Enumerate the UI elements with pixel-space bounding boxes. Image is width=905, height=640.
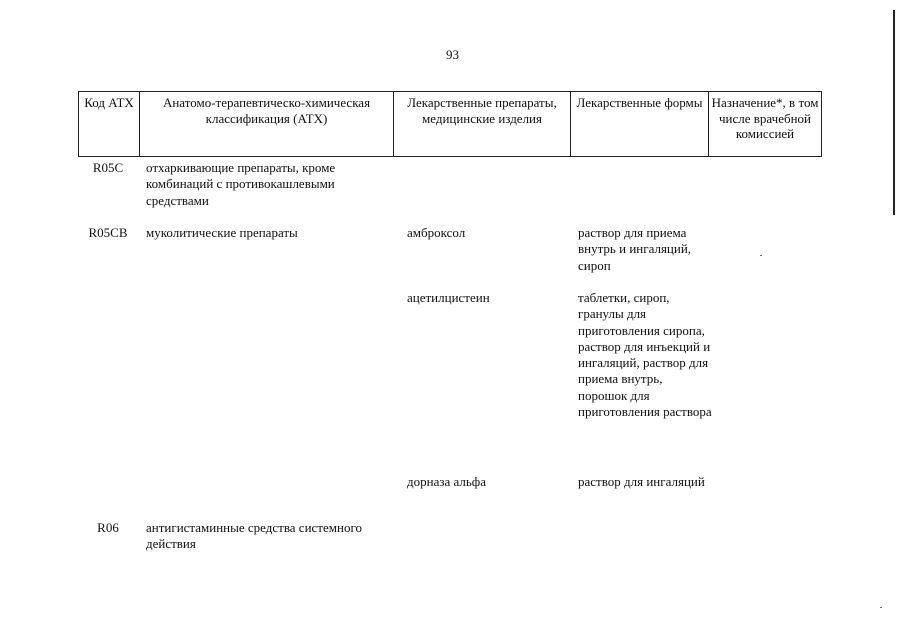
row-drug: ацетилцистеин xyxy=(407,290,490,305)
header-drugs: Лекарственные препараты, медицинские изделия xyxy=(394,92,571,157)
header-atx-classification: Анатомо-терапевтическо-химическая классификация (АТХ) xyxy=(140,92,394,157)
table-row xyxy=(0,225,905,275)
table-row xyxy=(0,520,905,555)
header-code: Код АТХ xyxy=(79,92,140,157)
row-code: R06 xyxy=(97,520,119,535)
row-atx: антигистаминные средства системного действия xyxy=(146,520,362,552)
header-purpose: Назначение*, в том числе врачебной комиссией xyxy=(709,92,822,157)
table-row xyxy=(0,290,905,460)
table-row xyxy=(0,474,905,509)
row-atx: отхаркивающие препараты, кроме комбинаций с противокашлевыми средствами xyxy=(146,160,336,208)
page-number: 93 xyxy=(446,47,459,62)
table-row xyxy=(0,160,905,210)
scan-speck xyxy=(760,255,762,256)
row-dosage-form: таблетки, сироп, гранулы для приготовления сиропа, раствор для инъекций и ингаляций, раствор для приема внутрь, порошок для приготовления раствора xyxy=(578,290,712,420)
header-dosage-forms: Лекарственные формы xyxy=(571,92,709,157)
row-drug: амброксол xyxy=(407,225,466,240)
row-code: R05C xyxy=(92,160,124,175)
row-atx: муколитические препараты xyxy=(146,225,298,240)
row-dosage-form: раствор для ингаляций xyxy=(578,474,705,489)
row-dosage-form: раствор для приема внутрь и ингаляций, сироп xyxy=(578,225,692,273)
row-drug: дорназа альфа xyxy=(407,474,486,489)
header-row xyxy=(79,92,822,157)
table-header xyxy=(78,91,822,157)
scan-speck xyxy=(880,607,882,608)
row-code: R05CB xyxy=(88,225,128,240)
